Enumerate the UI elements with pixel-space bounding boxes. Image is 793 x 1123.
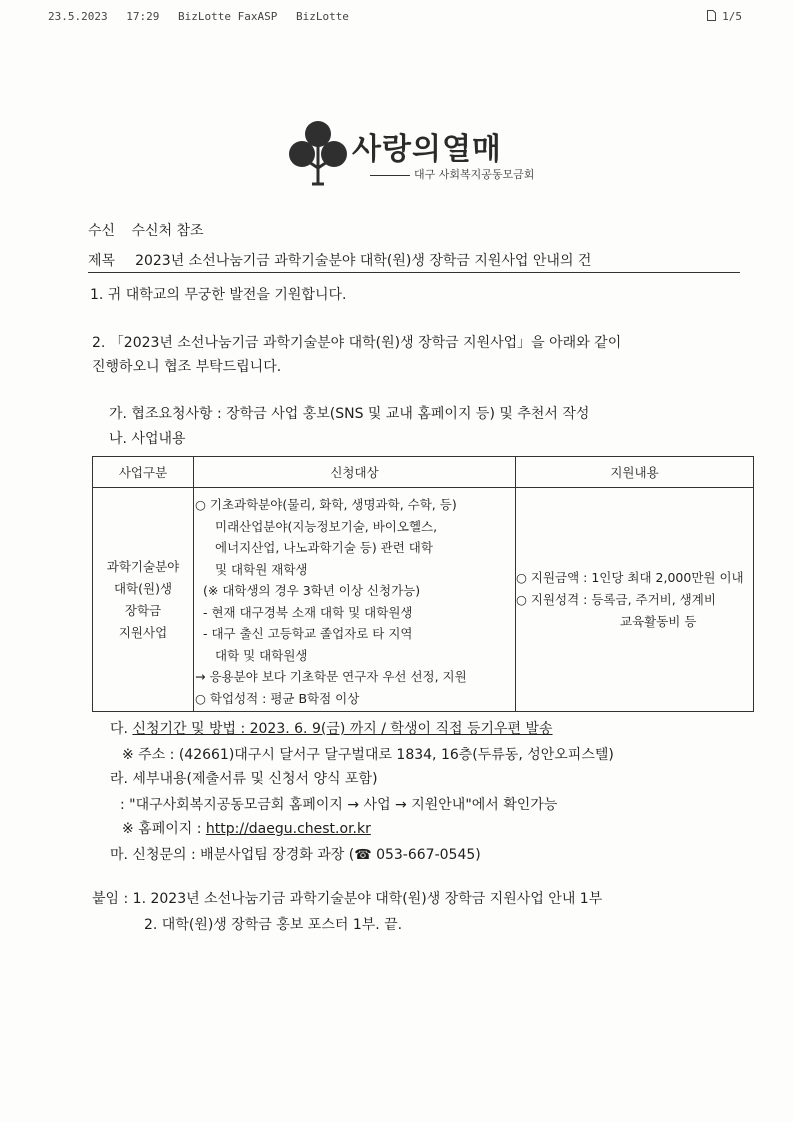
target-line: 대학 및 대학원생 (215, 647, 308, 663)
homepage-link[interactable]: http://daegu.chest.or.kr (205, 821, 371, 837)
support-line: 교육활동비 등 (620, 613, 697, 629)
homepage-label: ※ 홈페이지 : (122, 821, 206, 837)
target-line: (※ 대학생의 경우 3학년 이상 신청가능) (203, 583, 421, 598)
target-line: ○ 기초과학분야(물리, 화학, 생명과학, 수학, 등) (195, 497, 457, 512)
recipient-value: 수신처 참조 (131, 223, 204, 239)
table-header-target: 신청대상 (194, 457, 516, 488)
support-line: ○ 지원금액 : 1인당 최대 2,000만원 이내 (516, 569, 744, 585)
item-ra-detail: : "대구사회복지공동모금회 홈페이지 → 사업 → 지원안내"에서 확인가능 (120, 797, 558, 813)
fax-sender-short: BizLotte (295, 10, 349, 23)
target-line: ○ 학업성적 : 평균 B학점 이상 (195, 690, 360, 706)
logo-subtitle (370, 166, 534, 182)
table-row (93, 488, 754, 712)
item-ra: 라. 세부내용(제출서류 및 신청서 양식 포함) (110, 771, 378, 787)
subject-label: 제목 (88, 253, 116, 269)
category-line: 장학금 (124, 602, 162, 618)
item-da-prefix: 다. (110, 721, 133, 737)
target-line: - 대구 출신 고등학교 졸업자로 타 지역 (203, 626, 413, 641)
subject-value: 2023년 소선나눔기금 과학기술분야 대학(원)생 장학금 지원사업 안내의 건 (135, 253, 592, 269)
fax-page-number: 1/5 (722, 10, 742, 23)
business-table (92, 456, 754, 712)
attachment-line-1: 붙임 : 1. 2023년 소선나눔기금 과학기술분야 대학(원)생 장학금 지원사업 안내 1부 (92, 891, 603, 907)
target-cell (194, 488, 516, 712)
attachment-line-2: 2. 대학(원)생 장학금 홍보 포스터 1부. 끝. (144, 917, 403, 933)
fax-header (48, 10, 748, 23)
fax-time: 17:29 (126, 10, 160, 23)
logo-subtitle-text: 대구 사회복지공동모금회 (414, 168, 535, 181)
target-line: 에너지산업, 나노과학기술 등) 관련 대학 (215, 540, 433, 555)
subject-line (88, 250, 740, 273)
category-line: 지원사업 (118, 624, 168, 640)
fax-date: 23.5.2023 (48, 10, 108, 23)
category-cell (93, 488, 194, 712)
item-ma: 마. 신청문의 : 배분사업팀 장경화 과장 (☎ 053-667-0545) (110, 847, 481, 863)
application-period: 신청기간 및 방법 : 2023. 6. 9(금) 까지 / 학생이 직접 등기우편 발송 (132, 721, 553, 737)
paragraph-2-line-2: 진행하오니 협조 부탁드립니다. (92, 359, 282, 375)
category-line: 과학기술분야 (106, 558, 180, 574)
page-icon (707, 10, 716, 21)
target-line: 미래산업분야(지능정보기술, 바이오헬스, (215, 518, 438, 534)
target-line: → 응용분야 보다 기초학문 연구자 우선 선정, 지원 (195, 669, 467, 684)
homepage-line (122, 818, 371, 838)
table-header-category: 사업구분 (93, 457, 194, 488)
three-fruits-logo-icon (288, 118, 348, 188)
paragraph-2-line-1: 2. 「2023년 소선나눔기금 과학기술분야 대학(원)생 장학금 지원사업」을 아래와 같이 (92, 335, 622, 351)
support-line: ○ 지원성격 : 등록금, 주거비, 생계비 (516, 591, 716, 607)
table-header-support: 지원내용 (516, 457, 754, 488)
fax-page-indicator (707, 10, 743, 23)
item-ga: 가. 협조요청사항 : 장학금 사업 홍보(SNS 및 교내 홈페이지 등) 및 추천서 작성 (109, 406, 590, 422)
category-line: 대학(원)생 (113, 580, 173, 596)
logo-dash (370, 175, 410, 176)
target-line: - 현재 대구경북 소재 대학 및 대학원생 (203, 604, 413, 620)
item-da (110, 718, 553, 738)
support-cell (516, 488, 754, 712)
recipient-label: 수신 (88, 223, 116, 239)
item-na: 나. 사업내용 (109, 431, 186, 447)
logo (288, 118, 558, 190)
logo-name: 사랑의열매 (352, 132, 502, 167)
table-header-row (93, 457, 754, 488)
recipient-line (88, 220, 204, 240)
paragraph-1: 1. 귀 대학교의 무궁한 발전을 기원합니다. (90, 287, 347, 303)
target-line: 및 대학원 재학생 (215, 561, 308, 577)
address-line: ※ 주소 : (42661)대구시 달서구 달구벌대로 1834, 16층(두류동, 성안오피스텔) (122, 747, 614, 763)
fax-sender: BizLotte FaxASP (177, 10, 278, 23)
